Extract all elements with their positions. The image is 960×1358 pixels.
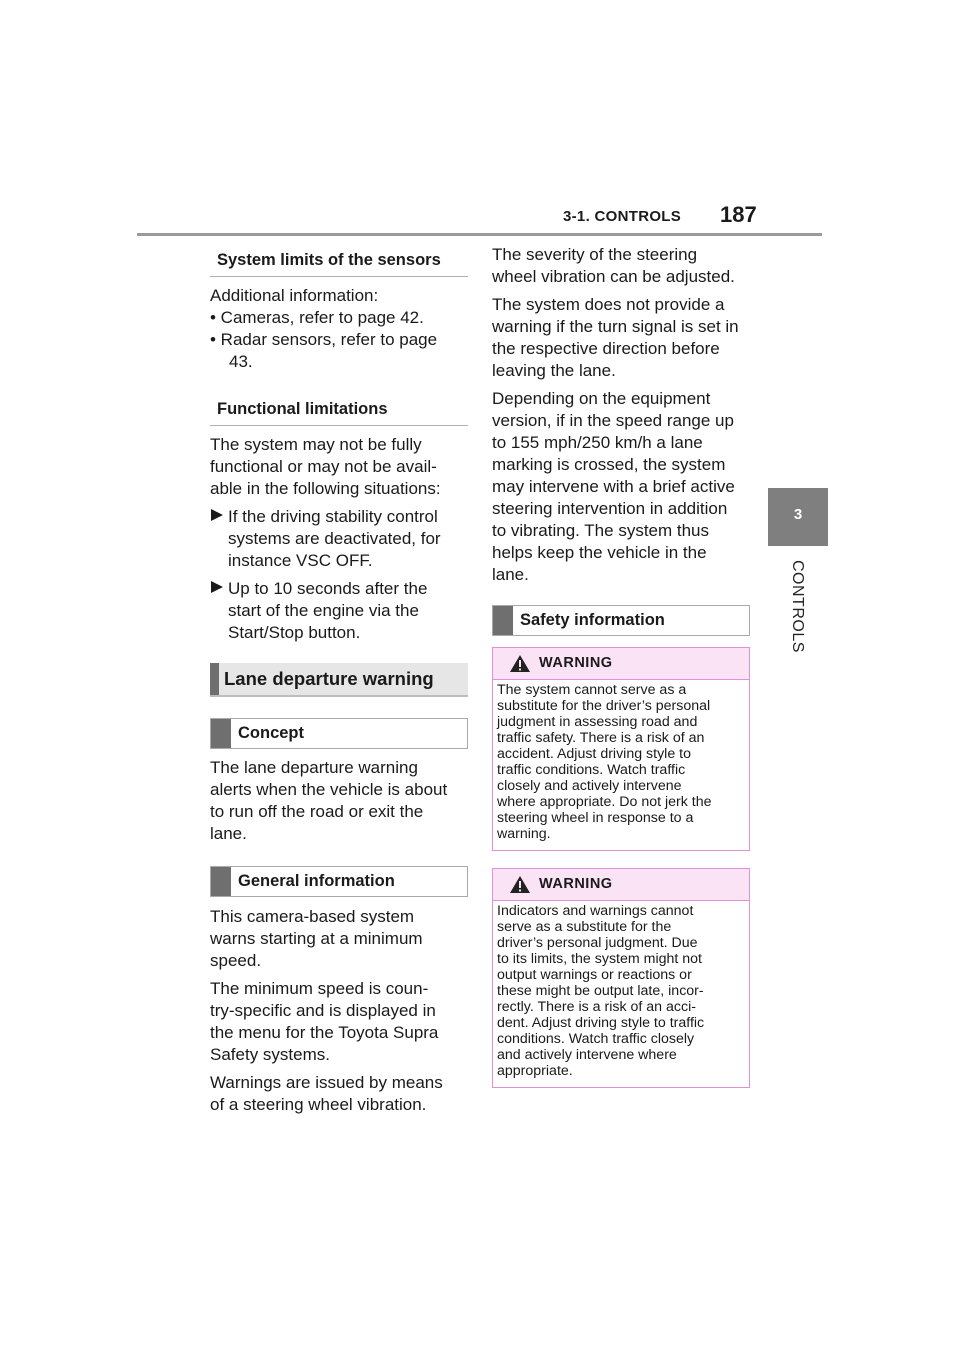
- chapter-number: 3: [793, 506, 803, 523]
- warning-triangle-icon: [509, 875, 531, 899]
- additional-info: Additional information:: [210, 286, 379, 305]
- text-line: The severity of the steering: [492, 245, 698, 264]
- warning-label: WARNING: [539, 655, 613, 671]
- warning-text: [497, 682, 745, 842]
- text-line: The lane departure warning: [210, 758, 418, 777]
- text-line: traffic conditions. Watch traffic: [497, 762, 686, 778]
- text-line: and actively intervene where: [497, 1047, 677, 1063]
- text-line: steering wheel in response to a: [497, 810, 694, 826]
- page-number: 187: [720, 202, 757, 227]
- text-line: traffic safety. There is a risk of an: [497, 730, 705, 746]
- radar-item: • Radar sensors, refer to page: [210, 330, 438, 349]
- text-line: Safety systems.: [210, 1045, 330, 1064]
- text-line: Warnings are issued by means: [210, 1073, 443, 1092]
- cameras-item: • Cameras, refer to page 42.: [210, 308, 424, 327]
- text-line: wheel vibration can be adjusted.: [492, 267, 735, 286]
- text-line: leaving the lane.: [492, 361, 616, 380]
- chapter-tab: [768, 488, 828, 546]
- text-line: accident. Adjust driving style to: [497, 746, 691, 762]
- heading-general-information: [210, 866, 468, 897]
- heading-safety-information: [492, 605, 750, 636]
- text-line: The system cannot serve as a: [497, 682, 687, 698]
- chapter-label: [786, 560, 806, 680]
- text-line: lane.: [492, 565, 529, 584]
- text-line: conditions. Watch traffic closely: [497, 1031, 695, 1047]
- text-line: output warnings or reactions or: [497, 967, 692, 983]
- heading-text: Functional limitations: [217, 400, 388, 418]
- text-line: warning if the turn signal is set in: [492, 317, 739, 336]
- heading-functional-limitations: [210, 395, 468, 426]
- text-line: Depending on the equipment: [492, 389, 711, 408]
- warning-box-1: [492, 647, 750, 851]
- text-line: lane.: [210, 824, 247, 843]
- text-line: helps keep the vehicle in the: [492, 543, 707, 562]
- text-line: warns starting at a minimum: [210, 929, 423, 948]
- text-line: these might be output late, incor-: [497, 983, 704, 999]
- heading-text: Lane departure warning: [224, 668, 434, 689]
- heading-lane-departure-warning: [210, 663, 468, 697]
- text-line: steering intervention in addition: [492, 499, 728, 518]
- text-line: version, if in the speed range up: [492, 411, 734, 430]
- text-line: able in the following situations:: [210, 479, 441, 498]
- text-line: The system may not be fully: [210, 435, 422, 454]
- warning-triangle-icon: [509, 654, 531, 678]
- text-line: The system does not provide a: [492, 295, 725, 314]
- text-line: marking is crossed, the system: [492, 455, 726, 474]
- heading-text: System limits of the sensors: [217, 251, 441, 269]
- text-line: serve as a substitute for the: [497, 919, 672, 935]
- text-line: alerts when the vehicle is about: [210, 780, 448, 799]
- text-line: instance VSC OFF.: [228, 551, 373, 570]
- warning-header: [493, 648, 749, 680]
- heading-text: Safety information: [520, 611, 665, 629]
- text-line: Indicators and warnings cannot: [497, 903, 694, 919]
- bullet-triangle-icon: [210, 506, 224, 528]
- heading-sensors-limits: [210, 246, 468, 277]
- warning-header: [493, 869, 749, 901]
- header-rule: [137, 233, 822, 236]
- heading-text: Concept: [238, 724, 304, 742]
- text-line: If the driving stability control: [228, 507, 438, 526]
- text-line: judgment in assessing road and: [497, 714, 698, 730]
- text-line: systems are deactivated, for: [228, 529, 441, 548]
- text-line: Up to 10 seconds after the: [228, 579, 428, 598]
- text-line: closely and actively intervene: [497, 778, 682, 794]
- radar-item-page: 43.: [229, 352, 253, 371]
- section-title: 3-1. CONTROLS: [563, 208, 682, 225]
- warning-box-2: [492, 868, 750, 1088]
- text-line: Start/Stop button.: [228, 623, 361, 642]
- text-line: to its limits, the system might not: [497, 951, 702, 967]
- text-line: of a steering wheel vibration.: [210, 1095, 427, 1114]
- warning-text: [497, 903, 745, 1079]
- text-line: the respective direction before: [492, 339, 720, 358]
- text-line: substitute for the driver’s personal: [497, 698, 711, 714]
- chapter-label-text: CONTROLS: [789, 560, 806, 653]
- text-line: the menu for the Toyota Supra: [210, 1023, 439, 1042]
- text-line: to run off the road or exit the: [210, 802, 424, 821]
- text-line: rectly. There is a risk of an acci-: [497, 999, 696, 1015]
- heading-concept: [210, 718, 468, 749]
- text-line: warning.: [497, 826, 551, 842]
- text-line: speed.: [210, 951, 262, 970]
- bullet-triangle-icon: [210, 578, 224, 600]
- text-line: The minimum speed is coun-: [210, 979, 429, 998]
- text-line: This camera-based system: [210, 907, 415, 926]
- text-line: driver’s personal judgment. Due: [497, 935, 698, 951]
- text-line: try-specific and is displayed in: [210, 1001, 436, 1020]
- warning-label: WARNING: [539, 876, 613, 892]
- heading-text: General information: [238, 872, 395, 890]
- text-line: may intervene with a brief active: [492, 477, 735, 496]
- text-line: appropriate.: [497, 1063, 573, 1079]
- text-line: start of the engine via the: [228, 601, 419, 620]
- text-line: to 155 mph/250 km/h a lane: [492, 433, 703, 452]
- text-line: functional or may not be avail-: [210, 457, 437, 476]
- text-line: dent. Adjust driving style to traffic: [497, 1015, 705, 1031]
- text-line: to vibrating. The system thus: [492, 521, 710, 540]
- text-line: where appropriate. Do not jerk the: [497, 794, 712, 810]
